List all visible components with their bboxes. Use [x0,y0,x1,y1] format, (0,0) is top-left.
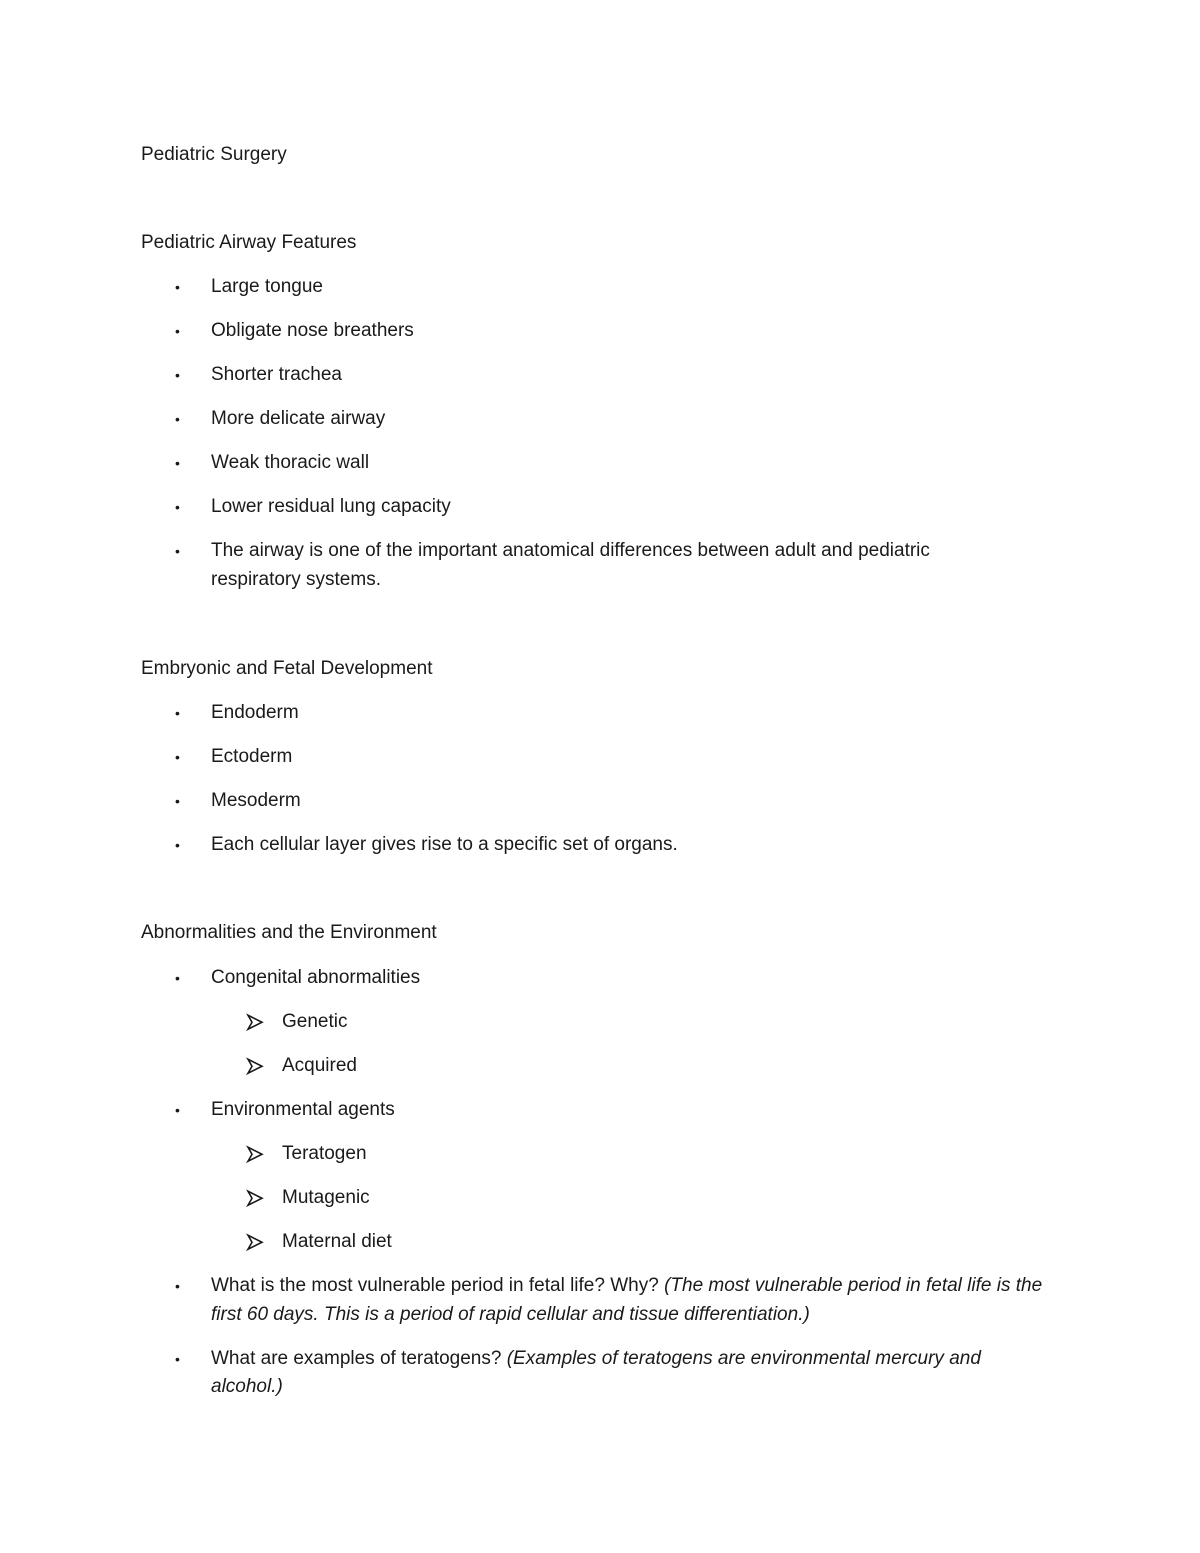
bullet-dot-icon: • [175,323,180,339]
bullet-dot-icon: • [175,1102,180,1118]
bullet-dot-icon: • [175,837,180,853]
answer-text: (The most vulnerable period in fetal life is the first 60 days. This is a period of rapid cellular and tissue differentiation.) [211,1275,1043,1325]
list-item: • Weak thoracic wall [0,449,1051,478]
sub-list-item: Maternal diet [0,1228,1051,1257]
sub-list-item: Genetic [0,1008,1051,1037]
embryonic-development-list [0,699,1051,860]
document-title: Pediatric Surgery [141,144,287,165]
bullet-dot-icon: • [175,279,180,295]
bullet-dot-icon: • [175,543,180,559]
list-item: • Large tongue [0,273,1051,302]
bullet-dot-icon: • [175,1278,180,1294]
sub-list-item: Acquired [0,1052,1051,1081]
arrowhead-icon [246,1008,264,1037]
section-heading-airway: Pediatric Airway Features [141,232,357,253]
question-text: What are examples of teratogens? [211,1347,502,1369]
list-item: • Endoderm [0,699,1051,728]
list-item: • Environmental agents [0,1096,1051,1125]
list-item: • Each cellular layer gives rise to a specific set of organs. [0,831,1051,860]
list-item: • Shorter trachea [0,361,1051,390]
list-item [0,1345,1051,1402]
sub-list-item: Teratogen [0,1140,1051,1169]
bullet-dot-icon: • [175,411,180,427]
list-item: • Lower residual lung capacity [0,493,1051,522]
bullet-dot-icon: • [175,367,180,383]
list-item: • Ectoderm [0,743,1051,772]
bullet-dot-icon: • [175,793,180,809]
bullet-dot-icon: • [175,970,180,986]
arrowhead-icon [246,1184,264,1213]
airway-features-list [0,273,1051,594]
section-heading-embryonic: Embryonic and Fetal Development [141,658,433,679]
list-item: • The airway is one of the important anatomical differences between adult and pediatric respiratory systems. [0,537,991,594]
list-item: • Mesoderm [0,787,1051,816]
bullet-dot-icon: • [175,455,180,471]
list-item [0,1272,1051,1329]
bullet-dot-icon: • [175,499,180,515]
list-item: • Obligate nose breathers [0,317,1051,346]
sub-list-item: Mutagenic [0,1184,1051,1213]
list-item: • Congenital abnormalities [0,964,1051,993]
arrowhead-icon [246,1140,264,1169]
list-item: • More delicate airway [0,405,1051,434]
abnormalities-list [0,964,1051,1402]
section-heading-abnormalities: Abnormalities and the Environment [141,922,437,943]
answer-text: (Examples of teratogens are environmental mercury and alcohol.) [211,1347,981,1397]
bullet-dot-icon: • [175,1350,180,1367]
arrowhead-icon [246,1052,264,1081]
bullet-dot-icon: • [175,749,180,765]
bullet-dot-icon: • [175,705,180,721]
arrowhead-icon [246,1228,264,1257]
question-text: What is the most vulnerable period in fetal life? Why? [211,1275,659,1296]
